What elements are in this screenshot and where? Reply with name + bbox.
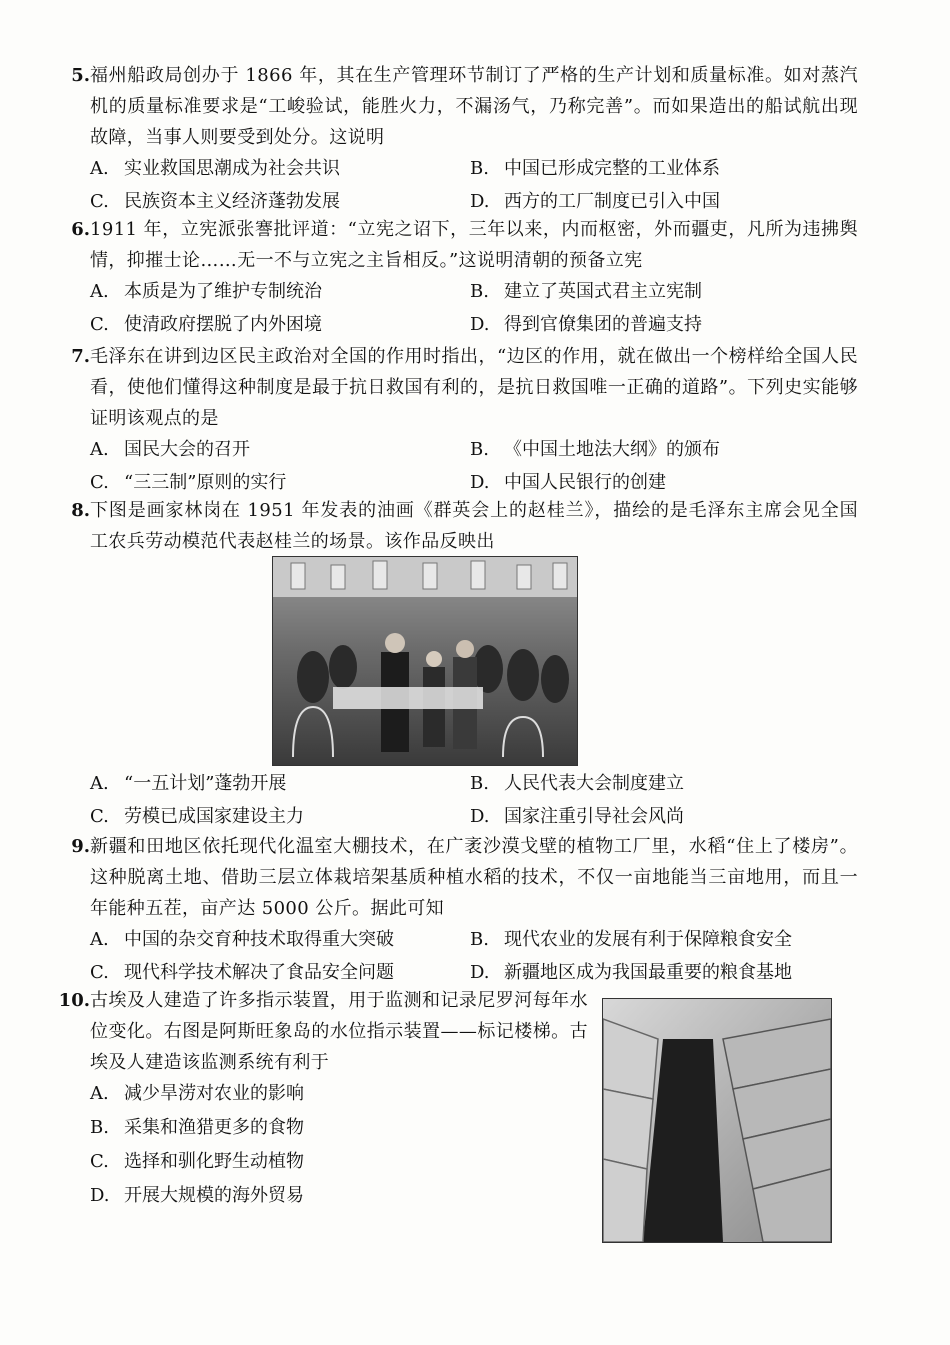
- option-d: D. 国家注重引导社会风尚: [470, 806, 684, 827]
- question-number: 5.: [71, 65, 90, 86]
- option-a: A. 实业救国思潮成为社会共识: [90, 158, 340, 179]
- option-c: C. 选择和驯化野生动植物: [90, 1151, 304, 1172]
- option-b: B. 《中国土地法大纲》的颁布: [470, 439, 720, 460]
- question-number: 10.: [58, 990, 90, 1011]
- option-grid: [90, 924, 858, 990]
- option-d: D. 中国人民银行的创建: [470, 472, 666, 493]
- option-c: C. 使清政府摆脱了内外困境: [90, 314, 322, 335]
- option-a: A. 减少旱涝对农业的影响: [90, 1083, 304, 1104]
- question-stem: 1911 年，立宪派张謇批评道：“立宪之诏下，三年以来，内而枢密，外而疆吏，凡所为违拂舆情，抑摧士论……无一不与立宪之主旨相反。”这说明清朝的预备立宪: [90, 219, 858, 271]
- question-9: [58, 831, 858, 990]
- question-number: 6.: [71, 219, 90, 240]
- question-number: 7.: [71, 346, 90, 367]
- nilometer-stairs-image: [602, 998, 832, 1243]
- question-10: [58, 985, 588, 1214]
- question-stem: 新疆和田地区依托现代化温室大棚技术，在广袤沙漠戈壁的植物工厂里，水稻“住上了楼房”。这种脱离土地、借助三层立体栽培架基质种植水稻的技术，不仅一亩地能当三亩地用，而且一年能种五茬，亩产达 5000 公斤。据此可知: [90, 836, 858, 919]
- option-a: A. “一五计划”蓬勃开展: [90, 773, 287, 794]
- option-d: D. 新疆地区成为我国最重要的粮食基地: [470, 962, 792, 983]
- option-grid: [90, 276, 858, 342]
- question-stem: 毛泽东在讲到边区民主政治对全国的作用时指出，“边区的作用，就在做出一个榜样给全国人民看，使他们懂得这种制度是最于抗日救国有利的，是抗日救国唯一正确的道路”。下列史实能够证明该观点的是: [90, 346, 858, 429]
- option-c: C. 劳模已成国家建设主力: [90, 806, 304, 827]
- question-6: [58, 214, 858, 342]
- option-a: A. 中国的杂交育种技术取得重大突破: [90, 929, 394, 950]
- option-d: D. 得到官僚集团的普遍支持: [470, 314, 702, 335]
- option-grid: [90, 434, 858, 500]
- painting-illustration-icon: [273, 557, 577, 765]
- question-stem: 福州船政局创办于 1866 年，其在生产管理环节制订了严格的生产计划和质量标准。如对蒸汽机的质量标准要求是“工峻验试，能胜火力，不漏汤气，乃称完善”。而如果造出的船试航出现故障，当事人则要受到处分。这说明: [90, 65, 858, 148]
- stone-stairs-illustration-icon: [603, 999, 831, 1242]
- option-b: B. 现代农业的发展有利于保障粮食安全: [470, 929, 792, 950]
- question-7: [58, 341, 858, 500]
- question-number: 8.: [71, 500, 90, 521]
- question-number: 9.: [71, 836, 90, 857]
- question-8-options: [58, 768, 858, 834]
- option-a: A. 本质是为了维护专制统治: [90, 281, 322, 302]
- option-b: B. 建立了英国式君主立宪制: [470, 281, 702, 302]
- option-c: C. “三三制”原则的实行: [90, 472, 287, 493]
- option-list: [90, 1078, 588, 1214]
- question-stem: 古埃及人建造了许多指示装置，用于监测和记录尼罗河每年水位变化。右图是阿斯旺象岛的水位指示装置——标记楼梯。古埃及人建造该监测系统有利于: [90, 990, 588, 1073]
- option-a: A. 国民大会的召开: [90, 439, 250, 460]
- question-stem: 下图是画家林岗在 1951 年发表的油画《群英会上的赵桂兰》，描绘的是毛泽东主席会见全国工农兵劳动模范代表赵桂兰的场景。该作品反映出: [90, 500, 858, 552]
- option-d: D. 开展大规模的海外贸易: [90, 1185, 304, 1206]
- oil-painting-image: [272, 556, 578, 766]
- option-grid: [90, 153, 858, 219]
- option-grid: [90, 768, 858, 834]
- option-d: D. 西方的工厂制度已引入中国: [470, 191, 720, 212]
- option-b: B. 中国已形成完整的工业体系: [470, 158, 720, 179]
- option-b: B. 采集和渔猎更多的食物: [90, 1117, 304, 1138]
- option-c: C. 现代科学技术解决了食品安全问题: [90, 962, 394, 983]
- question-8: [58, 495, 858, 557]
- option-b: B. 人民代表大会制度建立: [470, 773, 684, 794]
- option-c: C. 民族资本主义经济蓬勃发展: [90, 191, 340, 212]
- question-5: [58, 60, 858, 219]
